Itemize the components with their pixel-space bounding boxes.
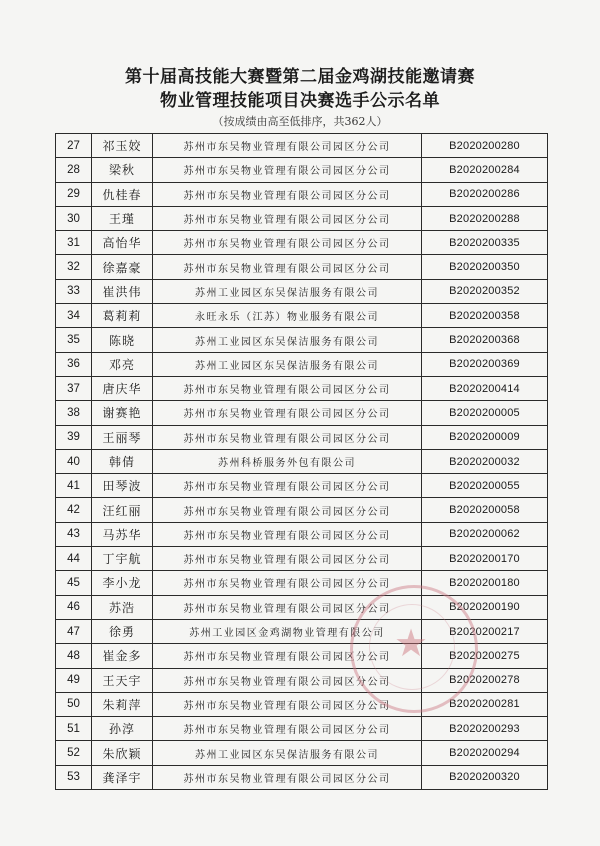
table-row [56, 134, 548, 158]
contestant-name-cell: 马苏华 [92, 522, 153, 546]
rank-number-cell: 33 [56, 279, 92, 303]
contestant-id-cell: B2020200293 [422, 717, 548, 741]
contestant-id-cell: B2020200294 [422, 741, 548, 765]
rank-number-cell: 42 [56, 498, 92, 522]
contestant-id-cell: B2020200190 [422, 595, 548, 619]
contestant-table-body [56, 134, 548, 790]
contestant-id-cell: B2020200350 [422, 255, 548, 279]
company-cell: 苏州市东吴物业管理有限公司园区分公司 [153, 668, 422, 692]
table-row [56, 231, 548, 255]
rank-number-cell: 31 [56, 231, 92, 255]
star-icon: ★ [393, 621, 429, 665]
contestant-name-cell: 韩倩 [92, 449, 153, 473]
rank-number-cell: 44 [56, 547, 92, 571]
contestant-name-cell: 唐庆华 [92, 376, 153, 400]
table-row [56, 352, 548, 376]
rank-number-cell: 43 [56, 522, 92, 546]
table-row [56, 765, 548, 789]
company-cell: 苏州市东吴物业管理有限公司园区分公司 [153, 401, 422, 425]
rank-number-cell: 50 [56, 692, 92, 716]
rank-number-cell: 40 [56, 449, 92, 473]
rank-number-cell: 41 [56, 474, 92, 498]
company-cell: 苏州市东吴物业管理有限公司园区分公司 [153, 376, 422, 400]
contestant-name-cell: 王天宇 [92, 668, 153, 692]
contestant-name-cell: 朱欣颖 [92, 741, 153, 765]
company-cell: 苏州市东吴物业管理有限公司园区分公司 [153, 182, 422, 206]
rank-number-cell: 48 [56, 644, 92, 668]
company-cell: 苏州市东吴物业管理有限公司园区分公司 [153, 425, 422, 449]
contestant-id-cell: B2020200281 [422, 692, 548, 716]
company-cell: 永旺永乐（江苏）物业服务有限公司 [153, 304, 422, 328]
table-row [56, 644, 548, 668]
table-row [56, 182, 548, 206]
contestant-name-cell: 龚泽宇 [92, 765, 153, 789]
page-title-line2: 物业管理技能项目决赛选手公示名单 [160, 91, 440, 111]
rank-number-cell: 38 [56, 401, 92, 425]
rank-number-cell: 34 [56, 304, 92, 328]
contestant-name-cell: 祁玉姣 [92, 134, 153, 158]
rank-number-cell: 27 [56, 134, 92, 158]
rank-number-cell: 30 [56, 206, 92, 230]
table-row [56, 741, 548, 765]
contestant-id-cell: B2020200009 [422, 425, 548, 449]
company-cell: 苏州市东吴物业管理有限公司园区分公司 [153, 547, 422, 571]
table-row [56, 304, 548, 328]
contestant-id-cell: B2020200005 [422, 401, 548, 425]
rank-number-cell: 37 [56, 376, 92, 400]
company-cell: 苏州市东吴物业管理有限公司园区分公司 [153, 158, 422, 182]
contestant-id-cell: B2020200335 [422, 231, 548, 255]
company-cell: 苏州市东吴物业管理有限公司园区分公司 [153, 595, 422, 619]
rank-number-cell: 47 [56, 619, 92, 643]
contestant-id-cell: B2020200352 [422, 279, 548, 303]
rank-number-cell: 39 [56, 425, 92, 449]
rank-number-cell: 49 [56, 668, 92, 692]
contestant-name-cell: 崔洪伟 [92, 279, 153, 303]
contestant-id-cell: B2020200280 [422, 134, 548, 158]
contestant-id-cell: B2020200062 [422, 522, 548, 546]
table-row [56, 158, 548, 182]
rank-number-cell: 35 [56, 328, 92, 352]
rank-number-cell: 46 [56, 595, 92, 619]
contestant-name-cell: 田琴波 [92, 474, 153, 498]
company-cell: 苏州市东吴物业管理有限公司园区分公司 [153, 765, 422, 789]
table-row [56, 498, 548, 522]
company-cell: 苏州市东吴物业管理有限公司园区分公司 [153, 644, 422, 668]
rank-number-cell: 52 [56, 741, 92, 765]
table-row [56, 328, 548, 352]
rank-number-cell: 36 [56, 352, 92, 376]
company-cell: 苏州市东吴物业管理有限公司园区分公司 [153, 692, 422, 716]
contestant-name-cell: 陈晓 [92, 328, 153, 352]
table-row [56, 522, 548, 546]
table-row [56, 401, 548, 425]
contestant-name-cell: 孙淳 [92, 717, 153, 741]
table-row [56, 571, 548, 595]
contestant-name-cell: 高怡华 [92, 231, 153, 255]
rank-number-cell: 45 [56, 571, 92, 595]
contestant-id-cell: B2020200217 [422, 619, 548, 643]
company-cell: 苏州市东吴物业管理有限公司园区分公司 [153, 231, 422, 255]
table-row [56, 279, 548, 303]
table-row [56, 206, 548, 230]
company-cell: 苏州市东吴物业管理有限公司园区分公司 [153, 498, 422, 522]
company-cell: 苏州市东吴物业管理有限公司园区分公司 [153, 255, 422, 279]
table-row [56, 547, 548, 571]
contestant-table [55, 133, 548, 790]
page-title-line1: 第十届高技能大赛暨第二届金鸡湖技能邀请赛 [125, 67, 475, 87]
contestant-id-cell: B2020200369 [422, 352, 548, 376]
table-row [56, 717, 548, 741]
ranking-note: （按成绩由高至低排序，共362人） [212, 115, 388, 128]
table-row [56, 255, 548, 279]
table-row [56, 692, 548, 716]
contestant-id-cell: B2020200055 [422, 474, 548, 498]
contestant-name-cell: 葛莉莉 [92, 304, 153, 328]
company-cell: 苏州工业园区东吴保洁服务有限公司 [153, 279, 422, 303]
contestant-name-cell: 邓亮 [92, 352, 153, 376]
contestant-name-cell: 梁秋 [92, 158, 153, 182]
contestant-id-cell: B2020200058 [422, 498, 548, 522]
contestant-id-cell: B2020200288 [422, 206, 548, 230]
table-row [56, 425, 548, 449]
contestant-name-cell: 汪红丽 [92, 498, 153, 522]
contestant-name-cell: 苏浩 [92, 595, 153, 619]
company-cell: 苏州工业园区金鸡湖物业管理有限公司 [153, 619, 422, 643]
table-row [56, 376, 548, 400]
contestant-id-cell: B2020200180 [422, 571, 548, 595]
table-row [56, 619, 548, 643]
company-cell: 苏州市东吴物业管理有限公司园区分公司 [153, 474, 422, 498]
contestant-name-cell: 王丽琴 [92, 425, 153, 449]
contestant-name-cell: 仇桂春 [92, 182, 153, 206]
company-cell: 苏州市东吴物业管理有限公司园区分公司 [153, 206, 422, 230]
company-cell: 苏州市东吴物业管理有限公司园区分公司 [153, 522, 422, 546]
company-cell: 苏州工业园区东吴保洁服务有限公司 [153, 741, 422, 765]
contestant-id-cell: B2020200275 [422, 644, 548, 668]
contestant-id-cell: B2020200278 [422, 668, 548, 692]
contestant-id-cell: B2020200286 [422, 182, 548, 206]
contestant-name-cell: 谢赛艳 [92, 401, 153, 425]
table-row [56, 474, 548, 498]
contestant-name-cell: 王瑾 [92, 206, 153, 230]
company-cell: 苏州工业园区东吴保洁服务有限公司 [153, 352, 422, 376]
rank-number-cell: 51 [56, 717, 92, 741]
contestant-id-cell: B2020200284 [422, 158, 548, 182]
table-row [56, 449, 548, 473]
contestant-name-cell: 崔金多 [92, 644, 153, 668]
table-row [56, 595, 548, 619]
company-cell: 苏州工业园区东吴保洁服务有限公司 [153, 328, 422, 352]
contestant-name-cell: 徐勇 [92, 619, 153, 643]
contestant-id-cell: B2020200170 [422, 547, 548, 571]
contestant-id-cell: B2020200032 [422, 449, 548, 473]
contestant-id-cell: B2020200320 [422, 765, 548, 789]
contestant-name-cell: 徐嘉豪 [92, 255, 153, 279]
contestant-name-cell: 丁宇航 [92, 547, 153, 571]
rank-number-cell: 53 [56, 765, 92, 789]
contestant-name-cell: 朱莉萍 [92, 692, 153, 716]
rank-number-cell: 32 [56, 255, 92, 279]
contestant-name-cell: 李小龙 [92, 571, 153, 595]
company-cell: 苏州科桥服务外包有限公司 [153, 449, 422, 473]
contestant-id-cell: B2020200414 [422, 376, 548, 400]
table-row [56, 668, 548, 692]
company-cell: 苏州市东吴物业管理有限公司园区分公司 [153, 717, 422, 741]
contestant-id-cell: B2020200358 [422, 304, 548, 328]
company-cell: 苏州市东吴物业管理有限公司园区分公司 [153, 571, 422, 595]
company-cell: 苏州市东吴物业管理有限公司园区分公司 [153, 134, 422, 158]
rank-number-cell: 29 [56, 182, 92, 206]
rank-number-cell: 28 [56, 158, 92, 182]
contestant-id-cell: B2020200368 [422, 328, 548, 352]
